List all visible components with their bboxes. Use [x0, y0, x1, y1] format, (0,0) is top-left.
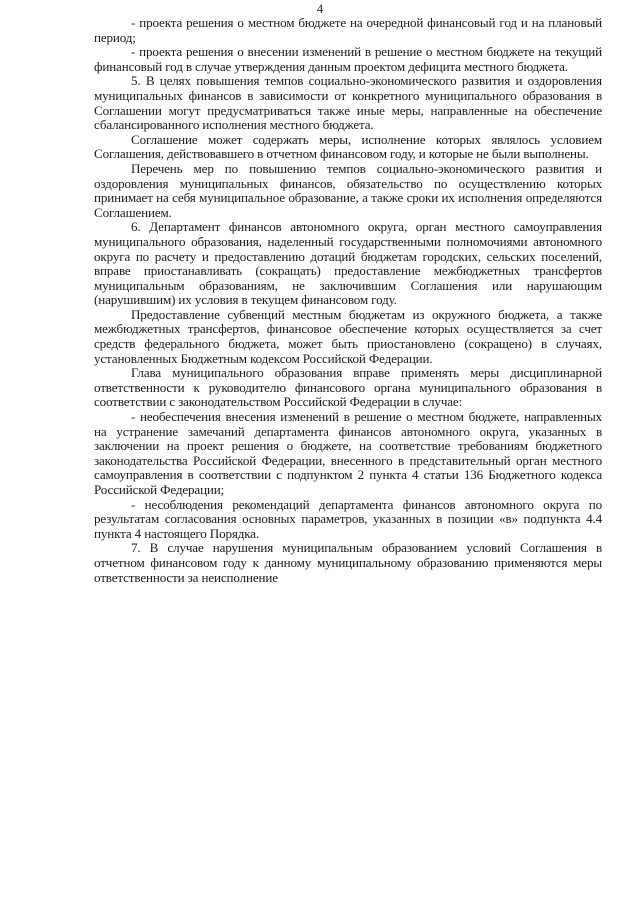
paragraph-draft-budget-next-year: - проекта решения о местном бюджете на очередной финансовый год и на плановый период;	[94, 15, 602, 45]
paragraph-subventions: Предоставление субвенций местным бюджетам из окружного бюджета, а также межбюджетных трансфертов, финансовое обеспечение которых осуществляется за счет средств федерального бюджета, может быть приостановлено (сокращено) в случаях, установленных Бюджетным кодексом Российской Федерации.	[94, 306, 602, 366]
paragraph-item-5: 5. В целях повышения темпов социально-экономического развития и оздоровления муниципальных финансов в зависимости от конкретного муниципального образования в Соглашении могут предусматриваться также иные меры, направленные на обеспечение сбалансированного исполнения местного бюджета.	[94, 73, 602, 133]
paragraph-item-6: 6. Департамент финансов автономного округа, орган местного самоуправления муниципального образования, наделенный государственными полномочиями автономного округа по расчету и предоставлению дотаций бюджетам городских, сельских поселений, вправе приостанавливать (сокращать) предоставление межбюджетных трансфертов муниципальным образованиям, не заключившим Соглашения или нарушающим (нарушившим) их условия в текущем финансовом году.	[94, 219, 602, 308]
page-number: 4	[316, 2, 324, 16]
paragraph-draft-budget-amendments: - проекта решения о внесении изменений в решение о местном бюджете на текущий финансовый год в случае утверждения данным проектом дефицита местного бюджета.	[94, 44, 602, 74]
paragraph-amendments-failure: - необеспечения внесения изменений в решение о местном бюджете, направленных на устранение замечаний департамента финансов автономного округа, указанных в заключении на проект решения о бюджете, на соответствие требованиям бюджетного законодательства Российской Федерации, внесенного в представительный орган местного самоуправления в соответствии с подпунктом 2 пункта 4 статьи 136 Бюджетного кодекса Российской Федерации;	[94, 409, 602, 497]
paragraph-item-7: 7. В случае нарушения муниципальным образованием условий Соглашения в отчетном финансовом году к данному муниципальному образованию применяются меры ответственности за неисполнение	[94, 540, 602, 585]
paragraph-agreement-measures: Соглашение может содержать меры, исполнение которых являлось условием Соглашения, действовавшего в отчетном финансовом году, и которые не были выполнены.	[94, 131, 602, 162]
paragraph-head-disciplinary: Глава муниципального образования вправе применять меры дисциплинарной ответственности к руководителю финансового органа муниципального образования в соответствии с законодательством Российской Федерации в случае:	[94, 365, 602, 410]
paragraph-measures-list: Перечень мер по повышению темпов социально-экономического развития и оздоровления муниципальных финансов, обязательство по осуществлению которых принимает на себя муниципальное образование, а также сроки их исполнения определяются Соглашением.	[94, 160, 602, 220]
paragraph-recommendations-failure: - несоблюдения рекомендаций департамента финансов автономного округа по результатам согласования основных параметров, указанных в позиции «в» подпункта 4.4 пункта 4 настоящего Порядка.	[94, 496, 602, 541]
document-body	[94, 16, 602, 585]
